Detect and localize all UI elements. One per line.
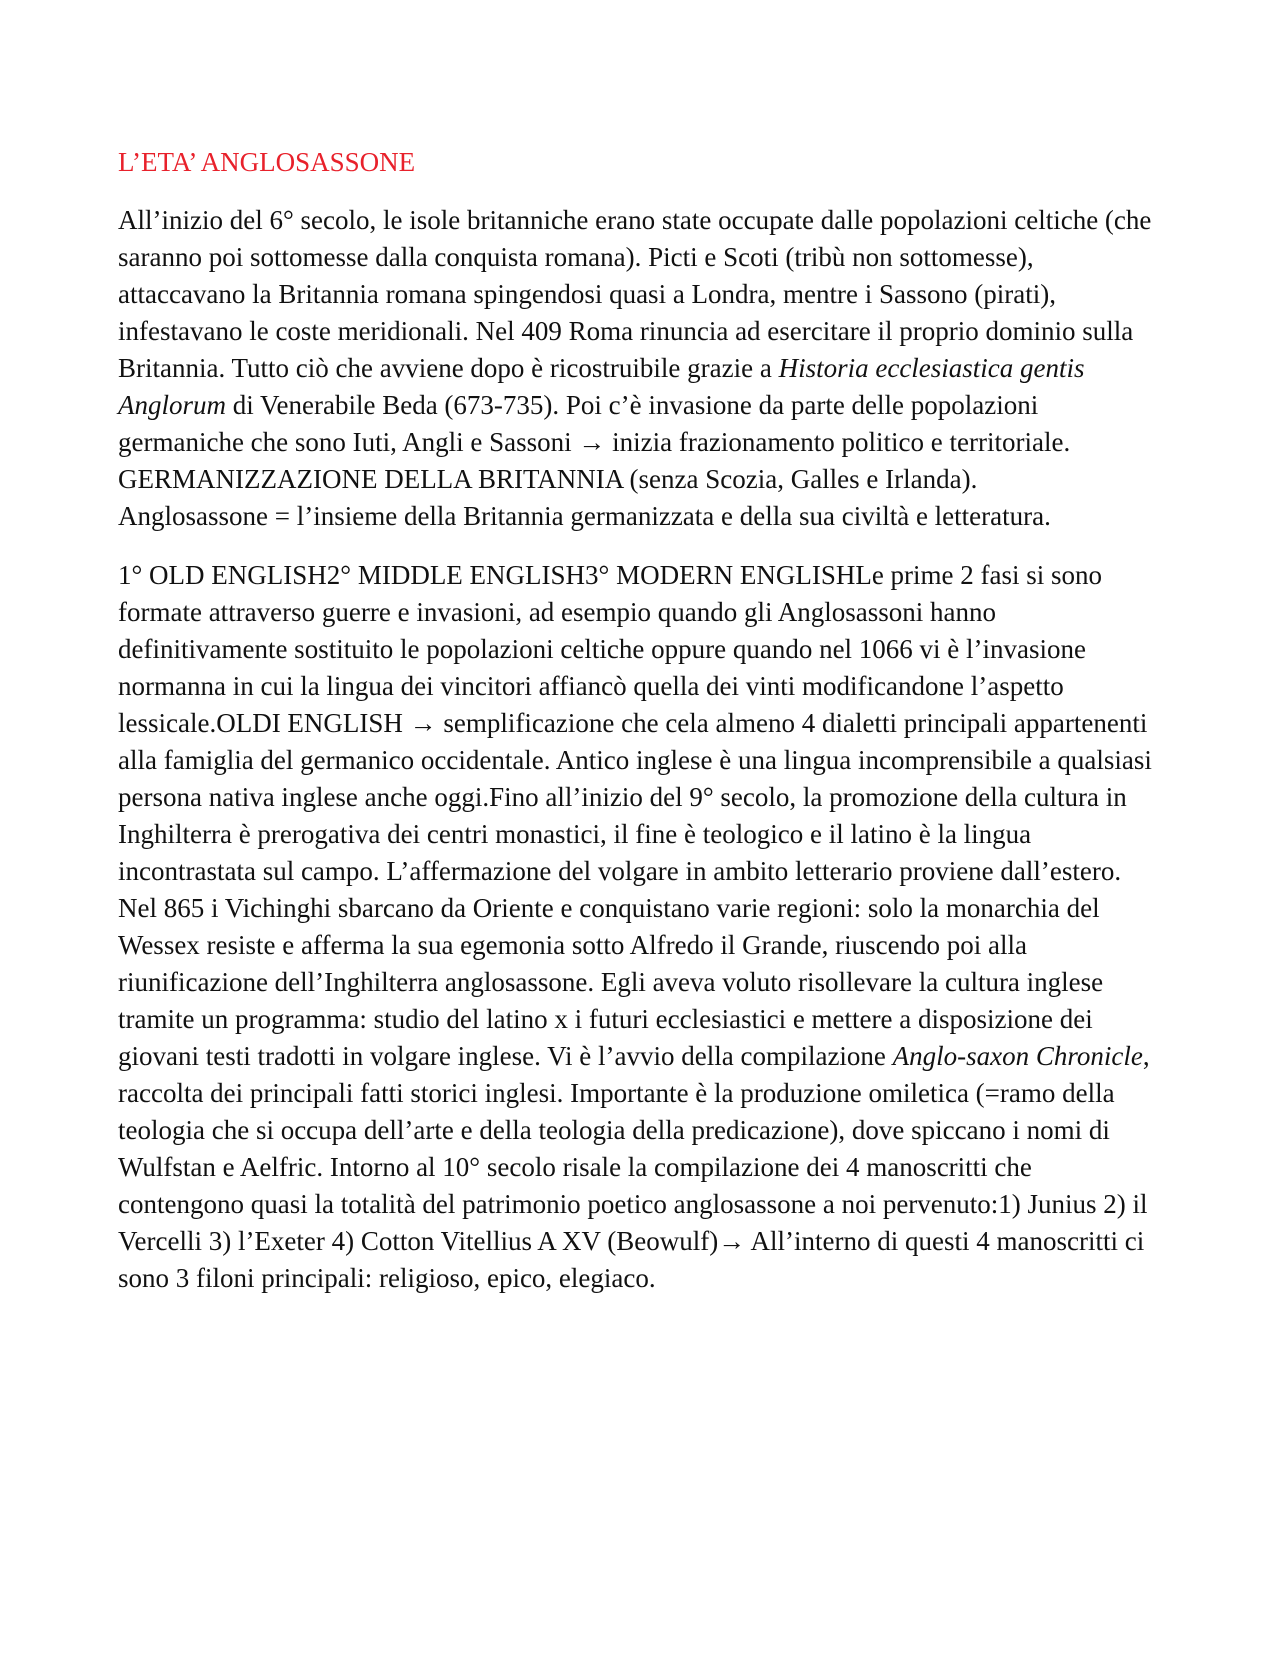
- paragraph-phases: [118, 557, 1162, 1297]
- text-segment: , raccolta dei principali fatti storici inglesi. Importante è la produzione omiletica (=ramo della teologia che si occupa dell’arte e della teologia della predicazione), dove spiccano i nomi di Wulfstan e Aelfric. Intorno al 10° secolo risale la compilazione dei 4 manoscritti che contengono quasi la totalità del patrimonio poetico anglosassone a noi pervenuto:1) Junius 2) il Vercelli 3) l’Exeter 4) Cotton Vitellius A XV (Beowulf)→ All’interno di questi 4 manoscritti ci sono 3 filoni principali: religioso, epico, elegiaco.: [118, 1041, 1150, 1293]
- text-line-germanizzazione: GERMANIZZAZIONE DELLA BRITANNIA (senza Scozia, Galles e Irlanda).: [118, 464, 978, 494]
- text-segment: All’inizio del 6° secolo, le isole britanniche erano state occupate dalle popolazioni celtiche (che saranno poi sottomesse dalla conquista romana). Picti e Scoti (tribù non sottomesse), attaccavano la Britannia romana spingendosi quasi a Londra, mentre i Sassono (pirati), infestavano le coste meridionali. Nel 409 Roma rinuncia ad esercitare il proprio dominio sulla Britannia. Tutto ciò che avviene dopo è ricostruibile grazie a: [118, 205, 1152, 383]
- italic-title-historia: Historia ecclesiastica gentis Anglorum: [118, 353, 1085, 420]
- italic-title-chronicle: Anglo-saxon Chronicle: [892, 1041, 1143, 1071]
- text-segment: 1° OLD ENGLISH2° MIDDLE ENGLISH3° MODERN ENGLISHLe prime 2 fasi si sono formate attraverso guerre e invasioni, ad esempio quando gli Anglosassoni hanno definitivamente sostituito le popolazioni celtiche oppure quando nel 1066 vi è l’invasione normanna in cui la lingua dei vincitori affiancò quella dei vinti modificandone l’aspetto lessicale.OLDI ENGLISH → semplificazione che cela almeno 4 dialetti principali appartenenti alla famiglia del germanico occidentale. Antico inglese è una lingua incomprensibile a qualsiasi persona nativa inglese anche oggi.Fino all’inizio del 9° secolo, la promozione della cultura in Inghilterra è prerogativa dei centri monastici, il fine è teologico e il latino è la lingua incontrastata sul campo. L’affermazione del volgare in ambito letterario proviene dall’estero. Nel 865 i Vichinghi sbarcano da Oriente e conquistano varie regioni: solo la monarchia del Wessex resiste e afferma la sua egemonia sotto Alfredo il Grande, riuscendo poi alla riunificazione dell’Inghilterra anglosassone. Egli aveva voluto risollevare la cultura inglese tramite un programma: studio del latino x i futuri ecclesiastici e mettere a disposizione dei giovani testi tradotti in volgare inglese. Vi è l’avvio della compilazione: [118, 560, 1152, 1071]
- paragraph-intro: [118, 202, 1162, 535]
- text-line-anglosassone: Anglosassone = l’insieme della Britannia germanizzata e della sua civiltà e letteratura.: [118, 501, 1051, 531]
- text-segment: di Venerabile Beda (673-735). Poi c’è invasione da parte delle popolazioni germaniche che sono Iuti, Angli e Sassoni → inizia frazionamento politico e territoriale.: [118, 390, 1071, 457]
- document-title: L’ETA’ ANGLOSASSONE: [118, 147, 416, 177]
